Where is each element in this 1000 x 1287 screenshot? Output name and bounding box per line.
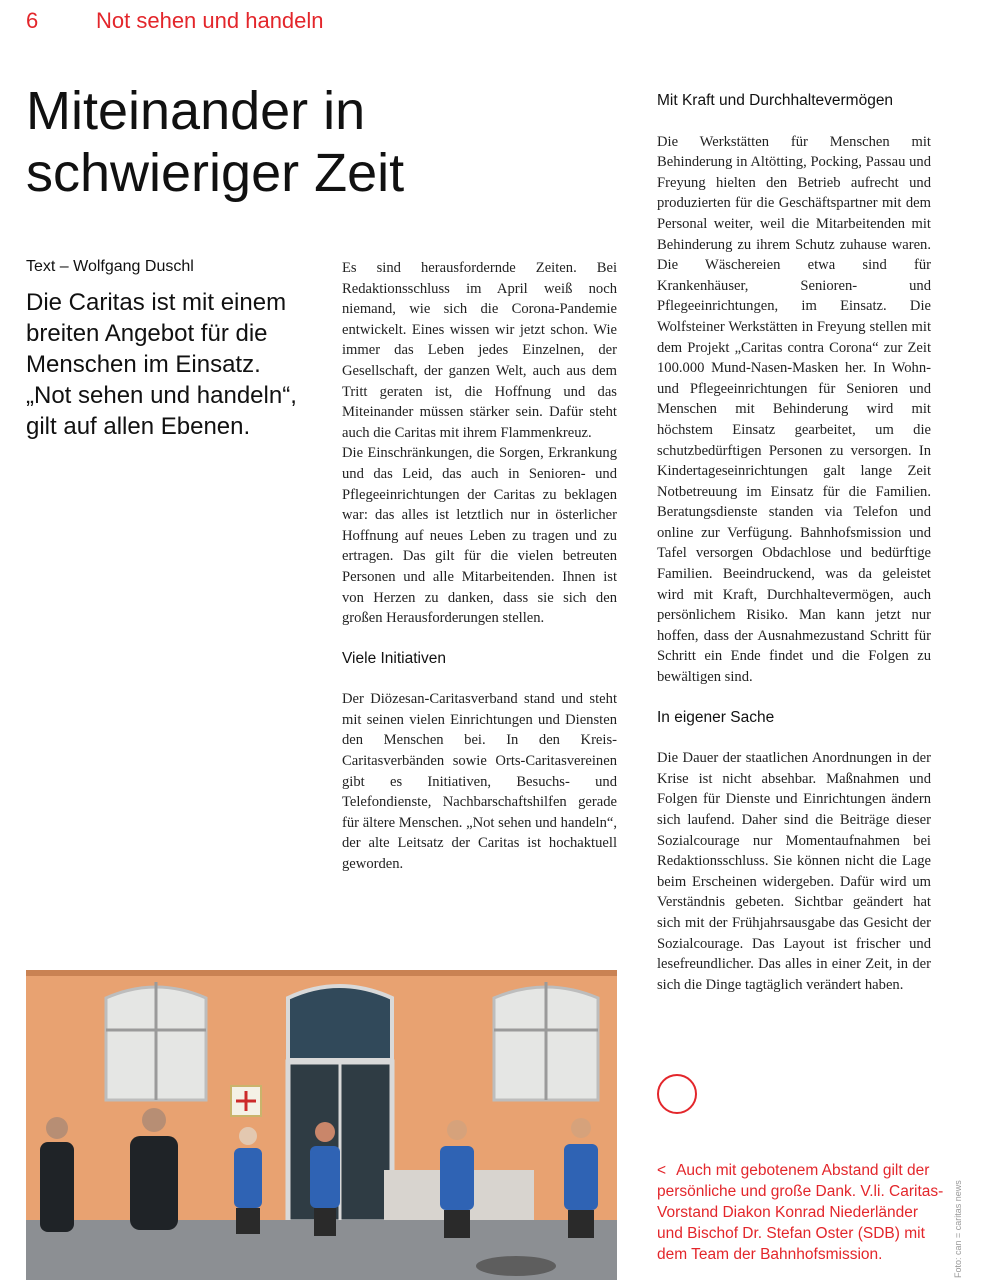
headline-line-1: Miteinander in <box>26 81 366 141</box>
subheading: Mit Kraft und Durchhaltevermögen <box>657 92 894 109</box>
lead-paragraph: Die Caritas ist mit einem breiten Angebot für die Menschen im Einsatz. „Not sehen und handeln“, gilt auf allen Ebenen. <box>26 289 297 440</box>
photo-credit: Foto: can = caritas news <box>953 1180 963 1278</box>
subheading: In eigener Sache <box>657 708 775 726</box>
text-column-right <box>657 91 931 995</box>
body-paragraph: Es sind herausfordernde Zeiten. Bei Redaktionsschluss im April weiß noch niemand, wie sich die Corona-Pandemie entwickelt. Eines wissen wir jetzt schon. Wie immer das Leben jedes Einzelnen, der Gesellschaft, der ganzen Welt, auch aus dem Tritt geraten ist, die Hoffnung und das Miteinander müssen stärker sein. Dafür steht auch die Caritas mit ihrem Flammenkreuz. <box>342 260 617 441</box>
subheading: Viele Initiativen <box>342 649 446 667</box>
article-headline <box>26 80 486 204</box>
chevron-left-icon: < <box>657 1162 667 1179</box>
text-column-middle <box>342 258 617 875</box>
group-photo-illustration <box>26 970 617 1280</box>
photo-caption <box>657 1160 947 1265</box>
article-photo <box>26 970 617 1280</box>
headline-line-2: schwieriger Zeit <box>26 143 405 203</box>
body-paragraph: Die Einschränkungen, die Sorgen, Erkrankung und das Leid, das auch in Senioren- und Pflegeeinrichtungen der Caritas zu beklagen war: das alles ist letztlich nur in österlicher Hoffnung auf neues Leben zu tragen und zu ertragen. Das gilt für die vielen betreuten Personen und alle Mitarbeitenden. Ihnen ist von Herzen zu danken, dass sie sich den großen Herausforderungen stellen. <box>342 445 617 627</box>
caption-text: Auch mit gebotenem Abstand gilt der persönliche und große Dank. V.li. Caritas-Vorstand Diakon Konrad Niederländer und Bischof Dr. Stefan Oster (SDB) mit dem Team der Bahnhofsmission. <box>657 1162 944 1263</box>
byline: Text – Wolfgang Duschl <box>26 258 194 275</box>
circle-marker-icon <box>657 1074 697 1114</box>
body-paragraph: Die Werkstätten für Menschen mit Behinderung in Altötting, Pocking, Passau und Freyung hielten den Betrieb aufrecht und produzierten für die Geschäftspartner mit dem Personal weiter, weil die Mitarbeitenden mit Behinderung zu ihrem Schutz zuhause waren. Die Wäschereien etwa sind für Krankenhäuser, Senioren- und Pflegeeinrichtungen, im Einsatz. Die Wolfsteiner Werkstätten in Freyung stellen mit dem Projekt „Caritas contra Corona“ zur Zeit 100.000 Mund-Nasen-Masken her. In Wohn- und Pflegeeinrichtungen für Senioren und Menschen mit Behinderung wird mit höchstem Einsatz gearbeitet, um die schutzbedürftigen Personen zu versorgen. In Kindertageseinrichtungen galt lange Zeit Notbetreuung im Einsatz für die Familien. Beratungsdienste standen via Telefon und online zur Verfügung. Bahnhofsmission und Tafel versorgen Obdachlose und bedürftige Familien. Beeindruckend, was da geleistet wird mit Kraft, Durchhaltevermögen, auch persönlichem Risiko. Man kann jetzt nur hoffen, dass der Ausnahmezustand Schritt für Schritt ein Ende findet und die Folgen zu bewältigen sind. <box>657 133 931 686</box>
section-title: Not sehen und handeln <box>96 8 324 33</box>
body-paragraph: Der Diözesan-Caritasverband stand und steht mit seinen vielen Einrichtungen und Diensten den Menschen bei. In den Kreis-Caritasverbänden sowie Orts-Caritasvereinen gibt es Initiativen, Besuchs- und Telefondienste, Nachbarschaftshilfen gerade für ältere Menschen. „Not sehen und handeln“, der alte Leitsatz der Caritas ist hochaktuell geworden. <box>342 691 617 873</box>
body-paragraph: Die Dauer der staatlichen Anordnungen in der Krise ist nicht absehbar. Maßnahmen und Folgen für Dienste und Einrichtungen ändern sich laufend. Daher sind die Beiträge dieser Sozialcourage nur Momentaufnahmen bei Redaktionsschluss. Sie können nicht die Lage beim Erscheinen widergeben. Dafür wird um Verständnis gebeten. Sichtbar geändert hat sich mit der Frühjahrsausgabe das Gesicht der Sozialcourage. Das Layout ist frischer und lesefreundlicher. Das alles in einer Zeit, in der sich die Dinge tagtäglich verändert haben. <box>657 750 931 993</box>
page-number: 6 <box>26 8 39 33</box>
